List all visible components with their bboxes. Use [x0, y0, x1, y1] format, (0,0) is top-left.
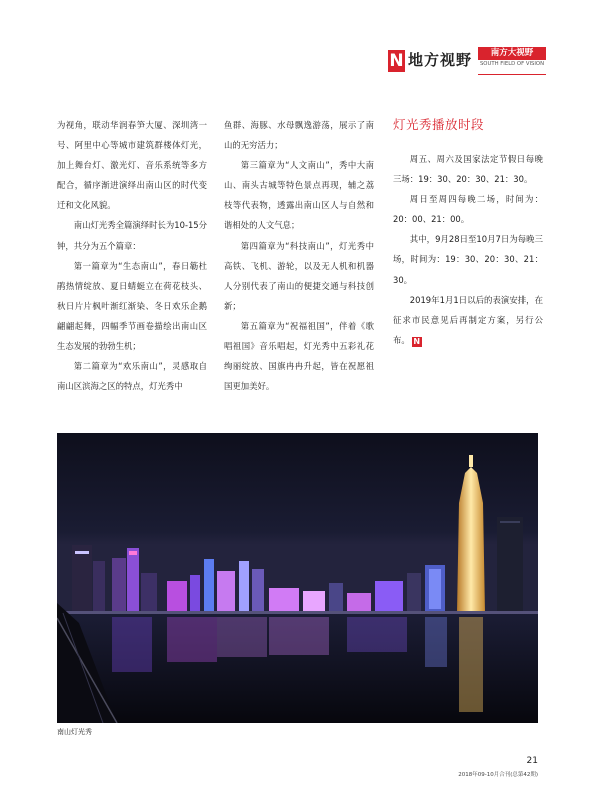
- paragraph: 其中，9月28日至10月7日为每晚三场，时间为：19：30、20：30、21：30。: [393, 234, 543, 285]
- page-number: 21: [526, 756, 538, 766]
- article-column-2: [224, 115, 374, 396]
- paragraph: [393, 290, 543, 350]
- page-header: [388, 47, 548, 75]
- issue-info: 2018年09-10月合刊(总第42期): [458, 772, 538, 778]
- article-column-3: [393, 115, 543, 350]
- paragraph: 第二篇章为“欢乐南山”，灵感取自南山区滨海之区的特点，灯光秀中: [57, 361, 207, 392]
- schedule-heading: 灯光秀播放时段: [393, 117, 485, 132]
- photo-caption: 南山灯光秀: [57, 728, 92, 736]
- paragraph: 第三篇章为“人文南山”，秀中大南山、南头古城等特色景点再现，辅之荔枝等代表物，透露出南山区人与自然和谐相处的人文气息；: [224, 160, 374, 231]
- end-mark-icon: N: [413, 336, 421, 346]
- magazine-logo-icon: N: [389, 51, 404, 71]
- paragraph: 为视角，联动华润春笋大厦、深圳湾一号、阿里中心等城市建筑群楼体灯光，加上舞台灯、激光灯、音乐系统等多方配合，循序渐进演绎出南山区的时代变迁和文化风貌。: [57, 120, 207, 211]
- paragraph: 第五篇章为“祝福祖国”，伴着《歌唱祖国》音乐唱起，灯光秀中五彩礼花绚丽绽放、国旗冉冉升起，皆在祝愿祖国更加美好。: [224, 320, 374, 392]
- paragraph: 鱼群、海豚、水母飘逸游荡，展示了南山的无穷活力；: [224, 120, 374, 151]
- paragraph: 周五、周六及国家法定节假日每晚三场：19：30、20：30、21：30。: [393, 154, 543, 185]
- section-tag: 南方大视野: [478, 47, 546, 60]
- paragraph: 第一篇章为“生态南山”，春日簕杜鹃热情绽放、夏日蜻蜓立在荷花枝头、秋日片片枫叶渐红渐染、冬日欢乐企鹅翩翩起舞，四幅季节画卷描绘出南山区生态发展的勃勃生机；: [57, 260, 207, 352]
- header-rule: [478, 74, 546, 75]
- section-title: 地方视野: [408, 51, 473, 69]
- article-column-1: [57, 115, 207, 396]
- paragraph: 南山灯光秀全篇演绎时长为10-15分钟，共分为五个篇章：: [57, 220, 208, 251]
- section-subtitle: SOUTH FIELD OF VISION: [479, 61, 545, 67]
- skyline-photo: [57, 433, 538, 723]
- paragraph: 周日至周四每晚二场，时间为：20：00、21：00。: [393, 194, 543, 225]
- paragraph: 第四篇章为“科技南山”，灯光秀中高铁、飞机、游轮，以及无人机和机器人分别代表了南山的便捷交通与科技创新；: [224, 240, 374, 311]
- paragraph-text: 2019年1月1日以后的表演安排，在征求市民意见后再制定方案，另行公布。: [393, 294, 543, 345]
